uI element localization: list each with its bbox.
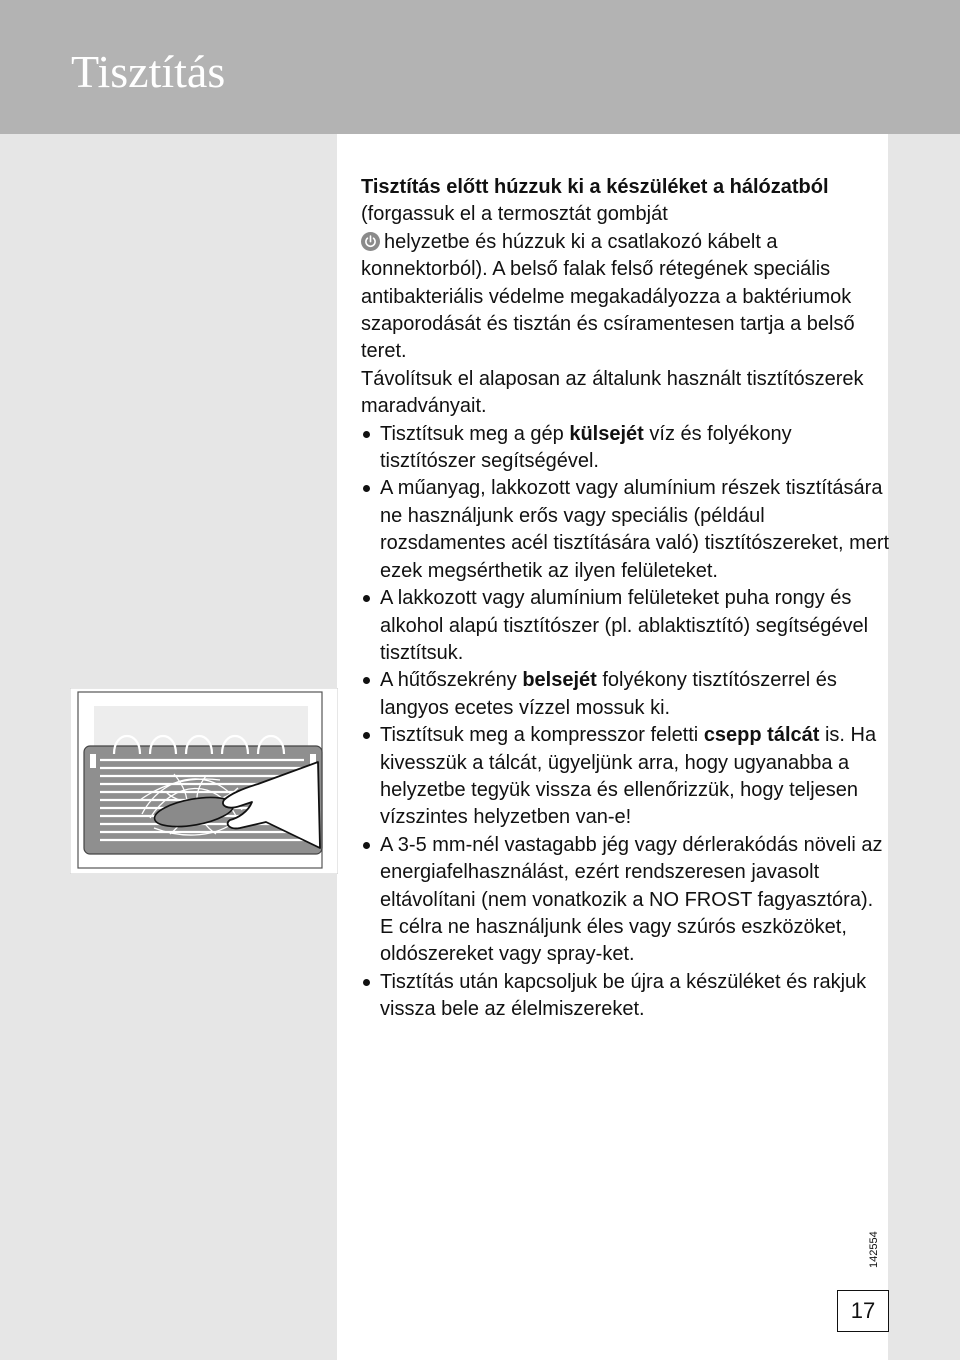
- power-symbol-icon: [361, 232, 380, 251]
- list-item-bold: belsejét: [522, 669, 597, 692]
- list-item-text: Tisztítsuk meg a gép: [380, 422, 570, 445]
- list-item-bold: külsejét: [569, 422, 644, 445]
- list-item-text: A műanyag, lakkozott vagy alumínium részek tisztítására ne használjunk erős vagy speciális (például rozsdamentes acél tisztítására való) tisztítószereket, mert ezek megsérthetik az ilyen felületeket.: [380, 477, 890, 582]
- list-item-text: is. Ha kivesszük a tálcát, ügyeljünk arra, hogy ugyanabba a helyzetbe tegyük vissza és ellenőrizzük, hogy teljesen vízszintes helyzetben van-e!: [380, 724, 877, 829]
- intro-paragraph: [361, 174, 891, 366]
- list-item-text: A 3-5 mm-nél vastagabb jég vagy dérlerakódás növeli az energiafelhasználást, ezért rendszeresen javasolt eltávolítani (nem vonatkozik a NO FROST fagyasztóra). E célra ne használjunk éles vagy szúrós eszközöket, oldószereket vagy spray-ket.: [380, 833, 883, 966]
- list-item-bold: csepp tálcát: [703, 724, 820, 747]
- list-item-text: A lakkozott vagy alumínium felületeket puha rongy és alkohol alapú tisztítószer (pl. ablaktisztító) segítségével tisztítsuk.: [380, 587, 869, 664]
- list-item: [361, 832, 891, 969]
- list-item: [361, 667, 891, 722]
- list-item: [361, 421, 891, 476]
- document-code: 142554: [868, 1231, 880, 1268]
- page-title: Tisztítás: [71, 46, 226, 97]
- list-item-text: folyékony tisztítószerrel és langyos ecetes vízzel mossuk ki.: [380, 669, 837, 719]
- intro-text-2: helyzetbe és húzzuk ki a csatlakozó kábelt a konnektorból). A belső falak felső rétegének speciális antibakteriális védelme megakadályozza a baktériumok szaporodását és tisztán és csíramentesen tartja a belső teret.: [361, 230, 855, 363]
- list-item: [361, 969, 891, 1024]
- list-item: [361, 475, 891, 585]
- right-margin-strip: [888, 134, 960, 1360]
- hand-brush-cleaning-illustration: [70, 688, 338, 874]
- intro-residue-paragraph: Távolítsuk el alaposan az általunk használt tisztítószerek maradványait.: [361, 367, 864, 418]
- list-item: [361, 585, 891, 667]
- intro-bold-warning: Tisztítás előtt húzzuk ki a készüléket a hálózatból: [361, 176, 829, 198]
- list-item-text: Tisztítsuk meg a kompresszor feletti: [380, 724, 704, 747]
- intro-text-1: (forgassuk el a termosztát gombját: [361, 203, 668, 226]
- cleaning-instructions-list: [361, 421, 891, 1024]
- page-number: 17: [837, 1290, 889, 1332]
- list-item: [361, 722, 891, 832]
- list-item-text: víz és folyékony tisztítószer segítségével.: [380, 422, 792, 473]
- list-item-text: Tisztítás után kapcsoljuk be újra a készüléket és rakjuk vissza bele az élelmiszereket.: [380, 970, 867, 1021]
- page-header: [0, 0, 960, 134]
- main-text: [361, 174, 891, 1024]
- list-item-text: A hűtőszekrény: [380, 669, 523, 692]
